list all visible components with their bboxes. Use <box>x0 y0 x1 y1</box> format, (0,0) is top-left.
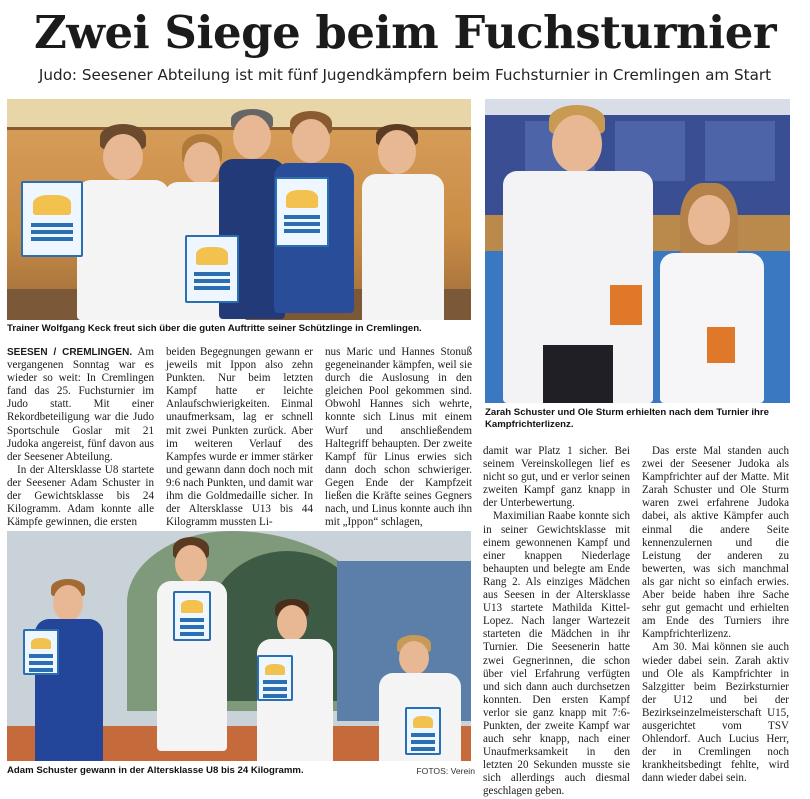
subheadline: Judo: Seesener Abteilung ist mit fünf Jugendkämpfern beim Fuchsturnier in Cremlingen am Start <box>38 66 772 84</box>
photo-trainer-group <box>7 99 471 320</box>
col1-paragraph-2: In der Altersklasse U8 startete der Seesener Adam Schuster in der Gewichtsklasse bis 24 Kilogramm. Adam konnte alle Kämpfe gewinnen, die ersten <box>7 463 154 529</box>
column-3 <box>325 346 472 529</box>
col4-paragraph-1: damit war Platz 1 sicher. Bei seinem Vereinskollegen lief es nicht so gut, und er verlor seinen zweiten Kampf ganz knapp in der Unterbewertung. <box>483 445 630 510</box>
caption-bottom: Adam Schuster gewann in der Altersklasse U8 bis 24 Kilogramm. <box>7 765 304 776</box>
headline: Zwei Siege beim Fuchsturnier <box>33 6 777 59</box>
column-1 <box>7 346 154 529</box>
col3-paragraph-1: nus Maric und Hannes Stonuß gegeneinander kämpfen, weil sie durch die Auslosung in den gleichen Pool gekommen sind. Obwohl Hannes sich wehrte, konnte sich Linus mit einem Wurf und anschließendem Haltegriff behaupten. Der zweite Kampf für Linus erwies sich dann doch schon schwieriger. Gegen Ende der Kampfzeit ließen die Kräfte seines Gegners nach, und Linus konnte auch ihn mit „Ippon“ schlagen, <box>325 346 472 529</box>
dateline: SEESEN / CREMLINGEN. <box>7 347 133 358</box>
column-4 <box>483 445 630 799</box>
col1-paragraph-1: Am vergangenen Sonntag war es wieder so weit: In Cremlingen fand das 25. Fuchsturnier im Judo statt. Mit einer Rekordbeteiligung war die Judo Sportschule Goslar mit 21 Judoka angereist, fünf davon aus der Seesener Abteilung. <box>7 346 154 463</box>
col2-paragraph-1: beiden Begegnungen gewann er jeweils mit Ippon also zehn Punkten. Nur beim letzten Kampf hatte er leichte Anlaufschwierigkeiten. Einmal unaufmerksam, lag er schnell mit zwei Punkten zurück. Aber im weiteren Verlauf des Kampfes wurde er immer stärker und gewann dann doch noch mit 9:6 nach Punkten, und damit war ihm die Goldmedaille sicher. In der Altersklasse U13 bis 44 Kilogramm mussten Li- <box>166 346 313 529</box>
col5-paragraph-1: Das erste Mal standen auch zwei der Seesener Judoka als Kampfrichter auf der Matte. Mit Zarah Schuster und Ole Sturm waren zwei erfahrene Judoka dabei, als aktive Kämpfer auch einmal die andere Seite kennenzulernen und die Leistung der anderen zu bewerten, was sich manchmal als gar nicht so einfach erwies. Aber beide haben ihre Sache sehr gut gemacht und erhielten am Ende des Turniers ihre Kampfrichterlizenz. <box>642 445 789 641</box>
col4-paragraph-2: Maximilian Raabe konnte sich in seiner Gewichtsklasse mit einem gewonnenen Kampf und einer knappen Niederlage behaupten und belegte am Ende Rang 2. Als einziges Mädchen aus Seesen in der Altersklasse U13 startete Mathilda Kittel-Lopez. Nach langer Wartezeit starteten die Mädchen in ihr Turnier. Die Seesenerin hatte zwei Gegnerinnen, die schon über viel Erfahrung verfügten und sich dann auch durchsetzen konnten. Den ersten Kampf verlor sie ganz knapp mit 7:6-Punkten, der zweite Kampf war auch sehr knapp, nach einer Unaufmerksamkeit in den letzten 20 Sekunden musste sie sich allerdings auch diesmal geschlagen geben. <box>483 510 630 798</box>
column-2 <box>166 346 313 529</box>
caption-top-left: Trainer Wolfgang Keck freut sich über die guten Auftritte seiner Schützlinge in Cremlingen. <box>7 323 422 334</box>
col5-paragraph-2: Am 30. Mai können sie auch wieder dabei sein. Zarah aktiv und Ole als Kampfrichter in Salzgitter beim Bezirksturnier der U12 und bei der Bezirkseinzelmeisterschaft U15, ausgerichtet vom TSV Ohlendorf. Auch Lucius Herr, der in Cremlingen noch krankheitsbedingt fehlte, wird dann wieder dabei sein. <box>642 641 789 785</box>
photo-referees <box>485 99 790 403</box>
caption-top-right: Zarah Schuster und Ole Sturm erhielten nach dem Turnier ihre Kampfrichterlizenz. <box>485 407 769 430</box>
photo-credit: FOTOS: Verein <box>416 766 475 776</box>
column-5 <box>642 445 789 785</box>
photo-adam-podium <box>7 531 471 761</box>
